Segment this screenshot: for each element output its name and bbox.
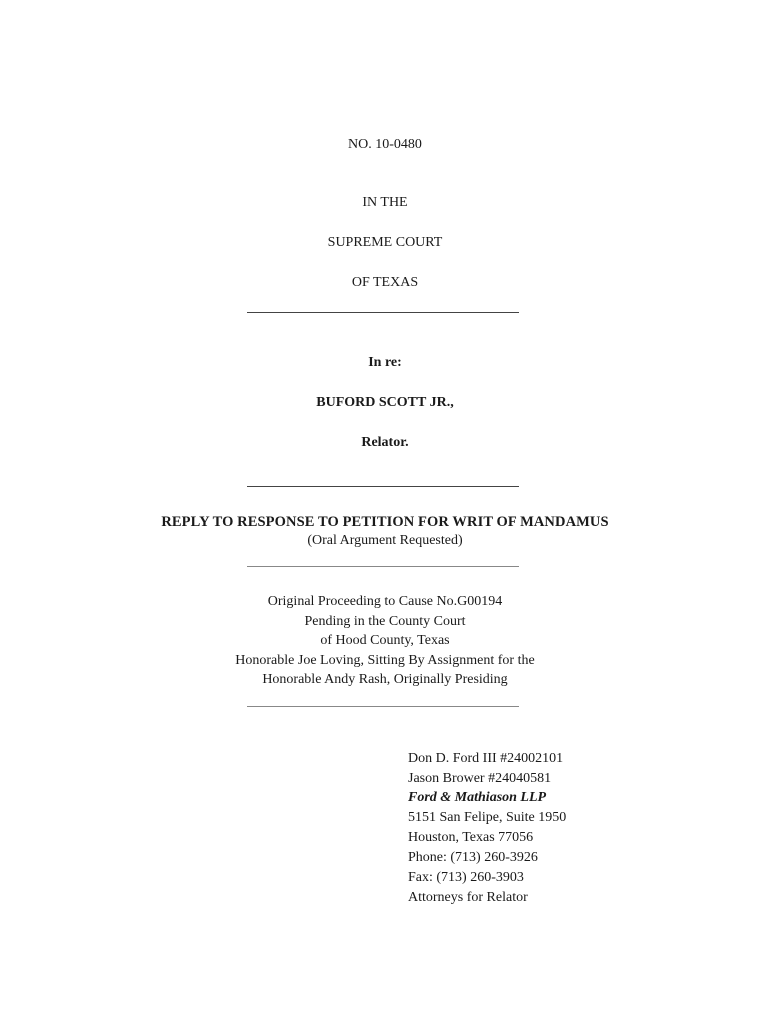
proceeding-line: Original Proceeding to Cause No.G00194 [267,594,503,609]
attorney-line: Fax: (713) 260-3903 [408,870,524,885]
attorney-line: Jason Brower #24040581 [408,771,552,786]
attorney-line: Phone: (713) 260-3926 [408,850,538,865]
divider-rule-4 [247,706,519,707]
proceeding-line: Honorable Andy Rash, Originally Presiding [262,672,508,687]
document-title: REPLY TO RESPONSE TO PETITION FOR WRIT OF MANDAMUS [161,514,609,530]
case-number: NO. 10-0480 [348,137,422,152]
attorney-line: Don D. Ford III #24002101 [408,751,564,766]
court-line-in-the: IN THE [362,195,408,210]
party-name: BUFORD SCOTT JR., [316,395,454,410]
divider-rule-2 [247,486,519,487]
attorney-line: Houston, Texas 77056 [408,830,534,845]
firm-name: Ford & Mathiason LLP [408,790,547,805]
divider-rule-1 [247,312,519,313]
attorney-line: 5151 San Felipe, Suite 1950 [408,810,567,825]
divider-rule-3 [247,566,519,567]
proceeding-line: Honorable Joe Loving, Sitting By Assignment for the [235,653,535,668]
proceeding-line: Pending in the County Court [304,614,466,629]
court-line-of-texas: OF TEXAS [351,275,419,290]
court-line-supreme-court: SUPREME COURT [327,235,443,250]
document-subtitle: (Oral Argument Requested) [307,533,463,548]
party-role: Relator. [361,435,409,450]
attorney-line: Attorneys for Relator [408,890,528,905]
in-re-label: In re: [368,355,402,370]
proceeding-line: of Hood County, Texas [320,633,450,648]
